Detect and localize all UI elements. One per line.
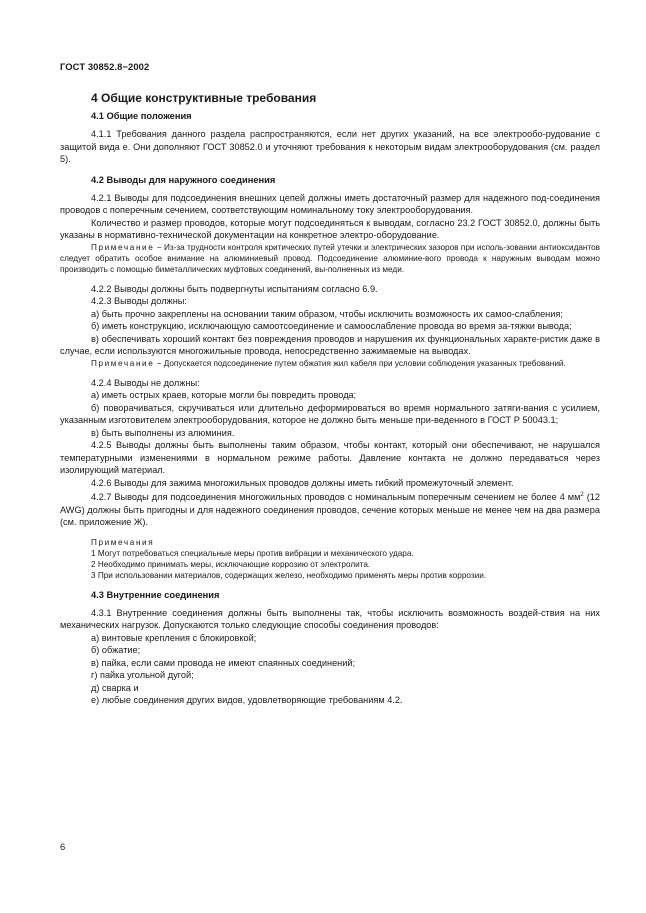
paragraph-4-3-1: 4.3.1 Внутренние соединения должны быть выполнены так, чтобы исключить возможность воздей-ствия на них механических нагрузок. Допускаются только следующие способы соединения проводов: [60, 607, 600, 631]
paragraph-4-1-1: 4.1.1 Требования данного раздела распространяются, если нет других указаний, на все электрообо-рудование с защитой вида e. Они дополняют ГОСТ 30852.0 и уточняют требования к некоторым видам электрооборудования (см. раздел 5). [60, 129, 600, 164]
paragraph-4-2-4: 4.2.4 Выводы не должны: [91, 377, 200, 388]
paragraph-4-2-2: 4.2.2 Выводы должны быть подвергнуты испытаниям согласно 6.9. [91, 283, 378, 294]
note-label: Примечание [91, 242, 155, 252]
page-number: 6 [60, 841, 66, 852]
list-item: а) быть прочно закреплены на основании таким образом, чтобы исключить возможность их самоо-слабления; [91, 308, 563, 319]
list-item: б) поворачиваться, скручиваться или длительно деформироваться во время нормального затяги-вания с усилием, указанным изготовителем электрооборудования, которое не должно быть меньше при-веденного в ГОСТ Р 50043.1; [60, 402, 600, 425]
paragraph-4-2-6: 4.2.6 Выводы для зажима многожильных проводов должны иметь гибкий промежуточный элемент. [91, 477, 514, 488]
paragraph-4-2-1: 4.2.1 Выводы для подсоединения внешних цепей должны иметь достаточный размер для надежного под-соединения проводов с поперечным сечением, соответствующим номинальному току электрооборудования. [60, 192, 600, 215]
note-text: − Допускается подсоединение путем обжатия жил кабеля при условии соблюдения указанных требований. [154, 358, 566, 368]
paragraph-4-2-1-b: Количество и размер проводов, которые могут подсоединяться к выводам, согласно 23.2 ГОСТ 30852.0, должны быть указаны в нормативно-технической документации на конкретное электро-оборудование. [60, 217, 600, 240]
superscript: 2 [580, 492, 584, 498]
list-item: а) винтовые крепления с блокировкой; [91, 632, 257, 643]
page-content [60, 91, 600, 707]
section-title: 4 Общие конструктивные требования [91, 91, 317, 105]
paragraph-4-2-7 [60, 489, 600, 529]
note-item: 3 При использовании материалов, содержащих железо, необходимо применять меры против коррозии. [91, 570, 487, 580]
list-item: в) обеспечивать хороший контакт без повреждения проводов и нарушения их функциональных характе-ристик даже в случае, если используются многожильные провода, непосредственно зажимаемые на выводах. [60, 333, 600, 356]
note-item: 1 Могут потребоваться специальные меры против вибрации и механического удара. [91, 548, 414, 558]
notes-block [60, 537, 600, 581]
subsection-title-4-3: 4.3 Внутренние соединения [91, 589, 220, 600]
paragraph-4-2-7-end: (12 AWG) должны быть пригодны и для надежного соединения проводов, сечение которых меньше не менее чем на два размера (см. приложение Ж). [60, 492, 600, 528]
paragraph-4-2-5: 4.2.5 Выводы должны быть выполнены таким образом, чтобы контакт, который они обеспечивают, не нарушался температурными изменениями в нормальном режиме работы. Давление контакта не должно передаваться через изолирующий материал. [60, 440, 600, 475]
note-aluminium [60, 242, 600, 275]
paragraph-4-2-7-start: 4.2.7 Выводы для подсоединения многожильных проводов с номинальным поперечным сечением не более 4 мм [91, 492, 581, 503]
paragraph-4-2-3: 4.2.3 Выводы должны: [91, 296, 187, 306]
subsection-title-4-1: 4.1 Общие положения [91, 111, 192, 121]
document-header: ГОСТ 30852.8−2002 [60, 61, 150, 72]
list-item: е) любые соединения других видов, удовлетворяющие требованиям 4.2. [91, 695, 403, 706]
list-item: б) иметь конструкцию, исключающую самоотсоединение и самоослабление провода во время за-тяжки вывода; [91, 321, 572, 331]
list-item: а) иметь острых краев, которые могли бы повредить провода; [91, 390, 357, 400]
list-item: д) сварка и [91, 682, 139, 693]
note-text: − Из-за трудности контроля критических путей утечки и электрических зазоров при исполь-зовании антиоксидантов следует обратить особое внимание на алюминиевый провод. Подсоединение алюминие-вого провода к наружным выводам можно производить с помощью биметаллических муфтовых соединений, вы-полненных из меди. [60, 242, 600, 274]
subsection-title-4-2: 4.2 Выводы для наружного соединения [91, 174, 276, 185]
list-item: в) пайка, если сами провода не имеют спаянных соединений; [91, 657, 356, 668]
note-crimping [60, 358, 600, 369]
list-item: г) пайка угольной дугой; [91, 670, 194, 681]
notes-title: Примечания [91, 537, 155, 547]
note-item: 2 Необходимо принимать меры, исключающие коррозию от электролита. [91, 559, 371, 569]
note-label: Примечание [91, 358, 155, 368]
list-item: б) обжатие; [91, 645, 141, 656]
list-item: в) быть выполнены из алюминия. [91, 427, 235, 438]
